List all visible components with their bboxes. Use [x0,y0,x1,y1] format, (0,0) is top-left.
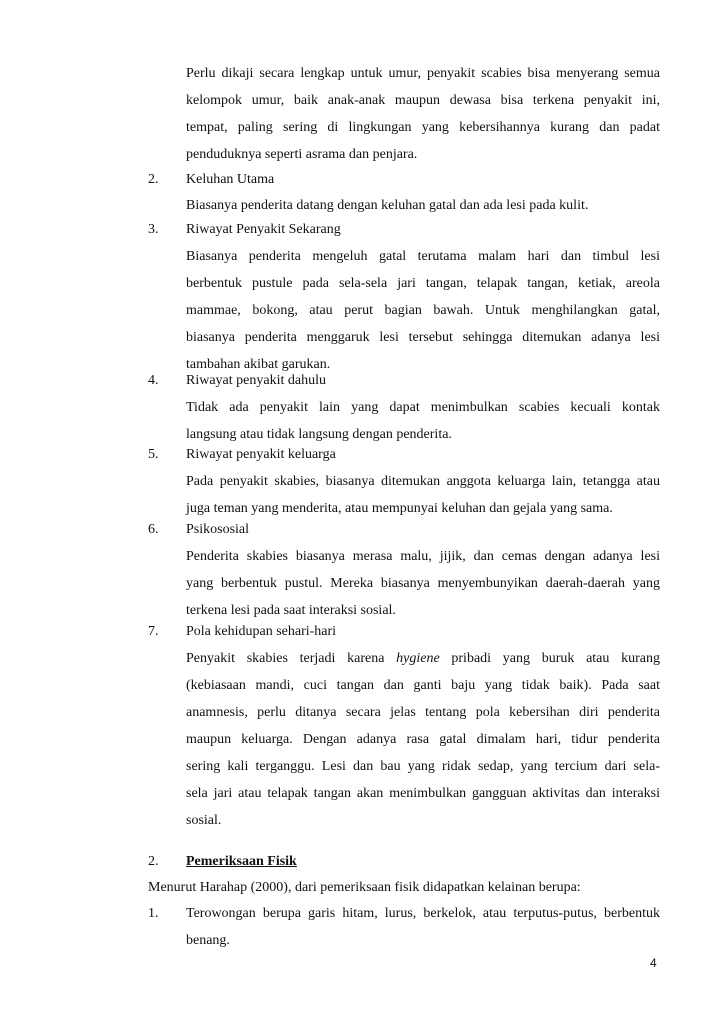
text-line: langsung atau tidak langsung dengan penderita. [186,427,452,442]
text-line: kelompok umur, baik anak-anak maupun dewasa bisa terkena penyakit ini, [186,93,660,108]
text-line: Terowongan berupa garis hitam, lurus, berkelok, atau terputus-putus, berbentuk [186,906,660,921]
section-title: Pemeriksaan Fisik [186,854,297,869]
text-line: tempat, paling sering di lingkungan yang kebersihannya kurang dan padat [186,120,660,135]
text-line: anamnesis, perlu ditanya secara jelas tentang pola kebersihan diri penderita [186,705,660,720]
item-heading: Riwayat penyakit dahulu [186,373,326,388]
text-line: biasanya penderita menggaruk lesi tersebut sehingga ditemukan adanya lesi [186,330,660,345]
text-line: yang berbentuk pustul. Mereka biasanya menyembunyikan daerah-daerah yang [186,576,660,591]
item-number: 2. [148,172,159,187]
section-intro: Menurut Harahap (2000), dari pemeriksaan fisik didapatkan kelainan berupa: [148,880,581,895]
item-number: 1. [148,906,159,921]
item-number: 4. [148,373,159,388]
item-heading: Psikososial [186,522,250,537]
text-segment: pribadi yang buruk atau kurang [451,651,660,666]
text-segment: Penyakit skabies terjadi karena [186,651,385,666]
text-line [186,651,660,667]
item-heading: Pola kehidupan sehari-hari [186,624,337,639]
text-line: maupun keluarga. Dengan adanya rasa gatal dimalam hari, tidur penderita [186,732,660,747]
item-number: 3. [148,222,159,237]
section-number: 2. [148,854,159,869]
text-line: terkena lesi pada saat interaksi sosial. [186,603,396,618]
text-line: sosial. [186,813,222,828]
text-line: tambahan akibat garukan. [186,357,331,372]
page-number: 4 [650,956,657,970]
item-heading: Riwayat Penyakit Sekarang [186,222,341,237]
text-line: Biasanya penderita mengeluh gatal terutama malam hari dan timbul lesi [186,249,660,264]
item-heading: Keluhan Utama [186,172,275,187]
text-line: Biasanya penderita datang dengan keluhan gatal dan ada lesi pada kulit. [186,198,589,213]
text-line: benang. [186,933,230,948]
text-line: Perlu dikaji secara lengkap untuk umur, penyakit scabies bisa menyerang semua [186,66,660,81]
text-line: Penderita skabies biasanya merasa malu, jijik, dan cemas dengan adanya lesi [186,549,660,564]
item-number: 6. [148,522,159,537]
text-line: sering kali terganggu. Lesi dan bau yang ridak sedap, yang tercium dari sela- [186,759,660,774]
text-line: juga teman yang menderita, atau mempunyai keluhan dan gejala yang sama. [186,501,613,516]
text-line: Tidak ada penyakit lain yang dapat menimbulkan scabies kecuali kontak [186,400,660,415]
text-line: sela jari atau telapak tangan akan menimbulkan gangguan aktivitas dan interaksi [186,786,660,801]
text-line: mammae, bokong, atau perut bagian bawah. Untuk menghilangkan gatal, [186,303,660,318]
italic-term: hygiene [396,651,440,666]
text-line: penduduknya seperti asrama dan penjara. [186,147,418,162]
text-line: (kebiasaan mandi, cuci tangan dan ganti baju yang tidak baik). Pada saat [186,678,660,693]
text-line: berbentuk pustule pada sela-sela jari tangan, telapak tangan, ketiak, areola [186,276,660,291]
item-heading: Riwayat penyakit keluarga [186,447,336,462]
item-number: 5. [148,447,159,462]
text-line: Pada penyakit skabies, biasanya ditemukan anggota keluarga lain, tetangga atau [186,474,660,489]
item-number: 7. [148,624,159,639]
